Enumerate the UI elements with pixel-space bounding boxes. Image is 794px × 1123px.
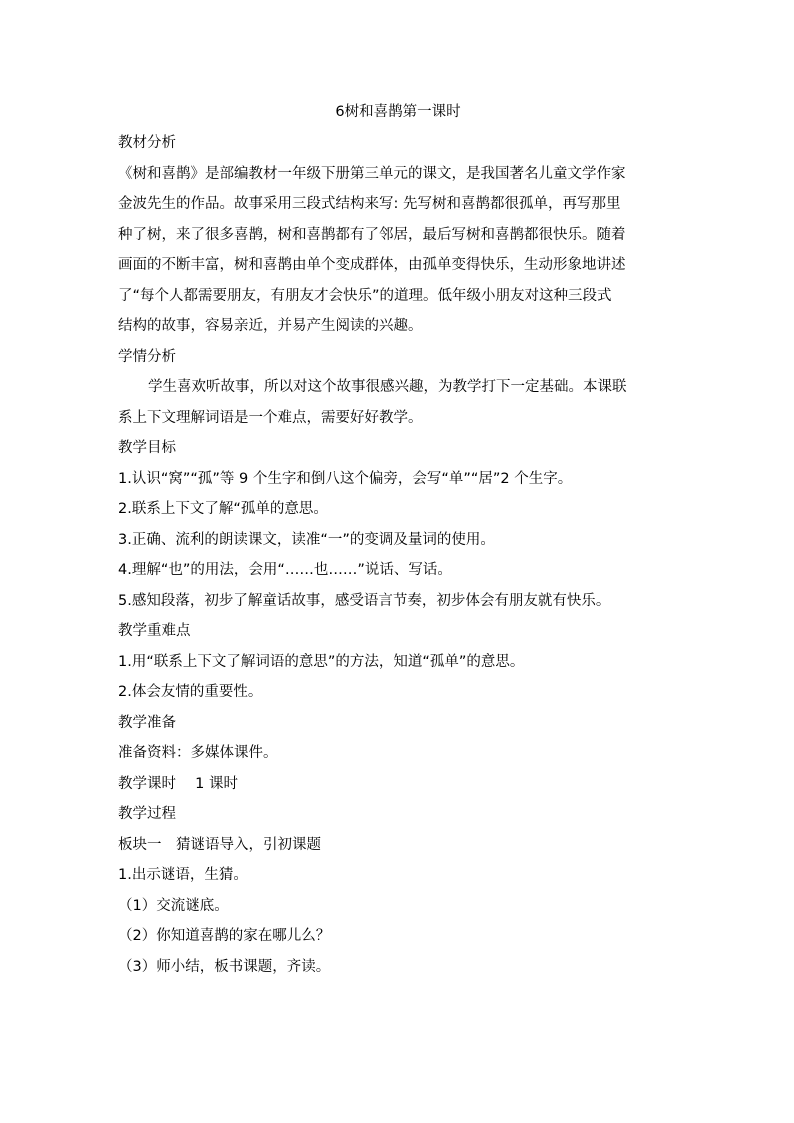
section-heading-student-analysis: 学情分析 [118, 348, 176, 365]
list-item: 2.体会友情的重要性。 [118, 684, 263, 700]
paragraph-line: 学生喜欢听故事，所以对这个故事很感兴趣，为教学打下一定基础。本课联 [148, 379, 627, 395]
list-item: 4.理解“也”的用法，会用“……也……”说话、写话。 [118, 562, 452, 578]
list-item: 3.正确、流利的朗读课文，读准“一”的变调及量词的使用。 [118, 531, 495, 548]
section-heading-teaching-goals: 教学目标 [118, 440, 176, 456]
paragraph-line: 板块一 猜谜语导入，引初课题 [118, 836, 321, 853]
list-item: 1.出示谜语，生猜。 [118, 867, 248, 883]
paragraph-line: 金波先生的作品。故事采用三段式结构来写: 先写树和喜鹊都很孤单，再写那里 [118, 196, 621, 212]
paragraph-line: 《树和喜鹊》是部编教材一年级下册第三单元的课文，是我国著名儿童文学作家 [118, 165, 626, 182]
paragraph-line: 结构的故事，容易亲近，并易产生阅读的兴趣。 [118, 318, 423, 334]
list-item: 2.联系上下文了解“孤单的意思。 [118, 501, 328, 517]
section-heading-textbook-analysis: 教材分析 [118, 135, 176, 151]
list-item: （3）师小结，板书课题，齐读。 [118, 958, 331, 975]
section-heading-teaching-process: 教学过程 [118, 806, 176, 822]
paragraph-line: 准备资料：多媒体课件。 [118, 745, 278, 761]
list-item: 5.感知段落，初步了解童话故事，感受语言节奏，初步体会有朋友就有快乐。 [118, 592, 611, 609]
section-heading-class-hours: 教学课时 1 课时 [118, 775, 238, 792]
list-item: （2）你知道喜鹊的家在哪儿么？ [118, 928, 331, 944]
list-item: 1.认识“窝”“孤”等 9 个生字和倒八这个偏旁，会写“单”“居”2 个生字。 [118, 470, 573, 487]
list-item: 1.用“联系上下文了解词语的意思”的方法，知道“孤单”的意思。 [118, 653, 525, 670]
list-item: （1）交流谜底。 [118, 897, 229, 914]
paragraph-line: 种了树，来了很多喜鹊，树和喜鹊都有了邻居，最后写树和喜鹊都很快乐。随着 [118, 226, 626, 243]
paragraph-line: 画面的不断丰富，树和喜鹊由单个变成群体，由孤单变得快乐，生动形象地讲述 [118, 257, 626, 273]
paragraph-line: 系上下文理解词语是一个难点，需要好好教学。 [118, 409, 423, 426]
paragraph-line: 了“每个人都需要朋友，有朋友才会快乐”的道理。低年级小朋友对这种三段式 [118, 287, 612, 304]
document-title: 6树和喜鹊第一课时 [335, 104, 461, 120]
section-heading-key-points: 教学重难点 [118, 623, 191, 639]
document-page [118, 98, 678, 982]
section-heading-preparation: 教学准备 [118, 714, 176, 731]
